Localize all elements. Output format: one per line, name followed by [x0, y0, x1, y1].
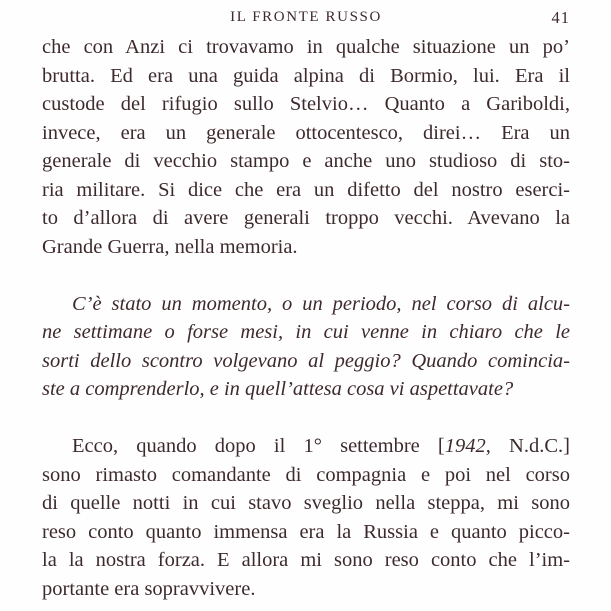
text-line [42, 290, 570, 319]
text-line [42, 318, 570, 347]
text-run: reso conto quanto immensa era la Russia e quanto picco- [42, 520, 570, 543]
text-run: la la nostra forza. E allora mi sono reso conto che l’im- [42, 549, 570, 571]
paragraph-spacer [42, 404, 570, 433]
text-run: C’è stato un momento, o un periodo, nel corso di alcu- [72, 292, 570, 315]
text-line [42, 147, 570, 176]
text-run: generale di vecchio stampo e anche uno studioso di sto- [42, 150, 570, 172]
text-line [42, 432, 570, 461]
interview-question-paragraph [42, 290, 570, 404]
text-line [42, 461, 570, 490]
text-line [42, 347, 570, 376]
text-line [42, 62, 570, 91]
text-run: Grande Guerra, nella memoria. [42, 235, 298, 258]
text-run: brutta. Ed era una guida alpina di Bormio, lui. Era il [42, 64, 570, 87]
emphasized-text-run: 1942 [444, 435, 486, 457]
chapter-title: IL FRONTE RUSSO [230, 9, 382, 25]
paragraph-spacer [42, 261, 570, 290]
body-text [42, 33, 570, 603]
text-run: di quelle notti in cui stavo sveglio nella steppa, mi sono [42, 492, 570, 514]
text-line [42, 90, 570, 119]
paragraph [42, 33, 570, 261]
text-run: ste a comprenderlo, e in quell’attesa cosa vi aspettavate? [42, 378, 514, 400]
text-line [42, 204, 570, 233]
text-run: portante era sopravvivere. [42, 577, 256, 600]
text-run: che con Anzi ci trovavamo in qualche situazione un po’ [42, 36, 570, 58]
text-line [42, 575, 570, 604]
text-run: sono rimasto comandante di compagnia e poi nel corso [42, 463, 570, 486]
text-run: sorti dello scontro volgevano al peggio? Quando comincia- [42, 349, 570, 372]
text-line [42, 546, 570, 575]
paragraph [42, 432, 570, 603]
text-run: invece, era un generale ottocentesco, direi… Era un [42, 121, 570, 144]
text-line [42, 119, 570, 148]
text-run: ne settimane o forse mesi, in cui venne in chiaro che le [42, 321, 570, 343]
text-run: , N.d.C.] [485, 435, 570, 457]
text-line [42, 176, 570, 205]
text-line [42, 233, 570, 262]
text-line [42, 518, 570, 547]
text-run: Ecco, quando dopo il 1° settembre [ [72, 435, 445, 457]
text-line [42, 375, 570, 404]
running-header [42, 8, 570, 32]
text-run: custode del rifugio sullo Stelvio… Quanto a Gariboldi, [42, 93, 570, 115]
page-number: 41 [551, 8, 570, 27]
text-run: to d’allora di avere generali troppo vecchi. Avevano la [42, 207, 570, 229]
text-line [42, 489, 570, 518]
text-line [42, 33, 570, 62]
text-run: ria militare. Si dice che era un difetto del nostro eserci- [42, 178, 570, 201]
